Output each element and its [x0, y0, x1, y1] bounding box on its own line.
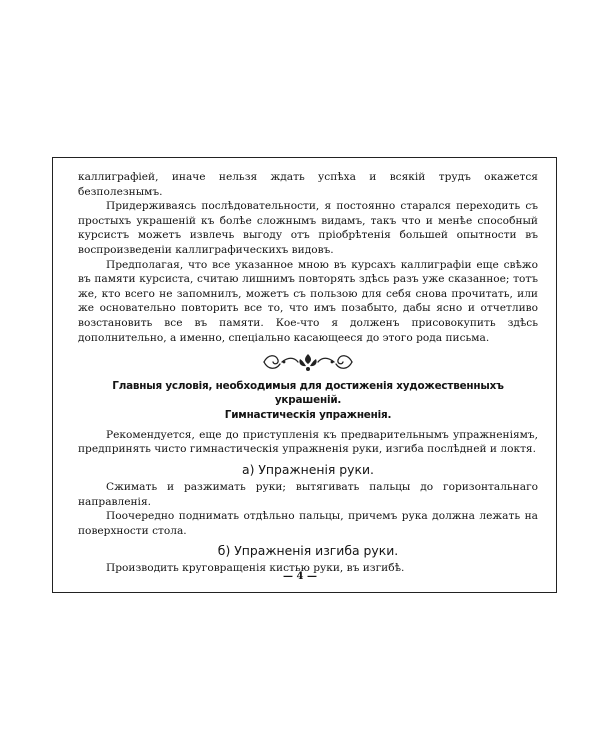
page-body — [78, 170, 538, 576]
paragraph: Поочередно поднимать отдѣльно пальцы, причемъ рука должна лежать на поверхности стола. — [78, 510, 538, 537]
paragraph: Придерживаясь послѣдовательности, я постоянно старался переходить съ простыхъ украшенiй къ болѣе сложнымъ видамъ, такъ что и менѣе способный курсистъ можетъ извлечь выгоду отъ прiобрѣтенiя большей опытности въ воспроизведенiи каллиграфическихъ видовъ. — [78, 200, 538, 256]
subsection-a-title: а) Упражненiя руки. — [242, 461, 374, 477]
paragraph: каллиграфiей, иначе нельзя ждать успѣха и всякiй трудъ окажется безполезнымъ. — [78, 171, 538, 198]
intro-paragraph: Рекомендуется, еще до приступленiя къ предварительнымъ упражненiямъ, предпринять чисто гимнастическiя упражненiя руки, изгиба послѣдней и локтя. — [78, 428, 538, 456]
subsection-b-title: б) Упражненiя изгиба руки. — [217, 543, 399, 559]
paragraph: Предполагая, что все указанное мною въ курсахъ каллиграфiи еще свѣжо въ памяти курсиста, считаю лишнимъ повторять здѣсь разъ уже сказанное; тотъ же, кто всего не запомнилъ, можетъ съ пользою для себя снова прочитать, или же основательно повторить все то, что имъ позабыто, дабы ясно и отчетливо возстановить все въ памяти. Кое-что я долженъ присовокупить здѣсь дополнительно, а именно, спецiально касающееся до этого рода письма. — [78, 258, 538, 344]
heading-line-1: Главныя условiя, необходимыя для достиженiя художественныхъ украшенiй. — [112, 380, 504, 407]
heading-line-2: Гимнастическiя упражненiя. — [224, 408, 392, 421]
paragraph: Сжимать и разжимать руки; вытягивать пальцы до горизонтальнаго направленiя. — [78, 480, 538, 508]
section-heading — [78, 379, 538, 422]
paragraph: Производить круговращенiя кистью руки, въ изгибѣ. — [106, 562, 405, 575]
page-number: — 4 — — [283, 571, 317, 582]
ornament-divider-icon — [260, 351, 356, 373]
